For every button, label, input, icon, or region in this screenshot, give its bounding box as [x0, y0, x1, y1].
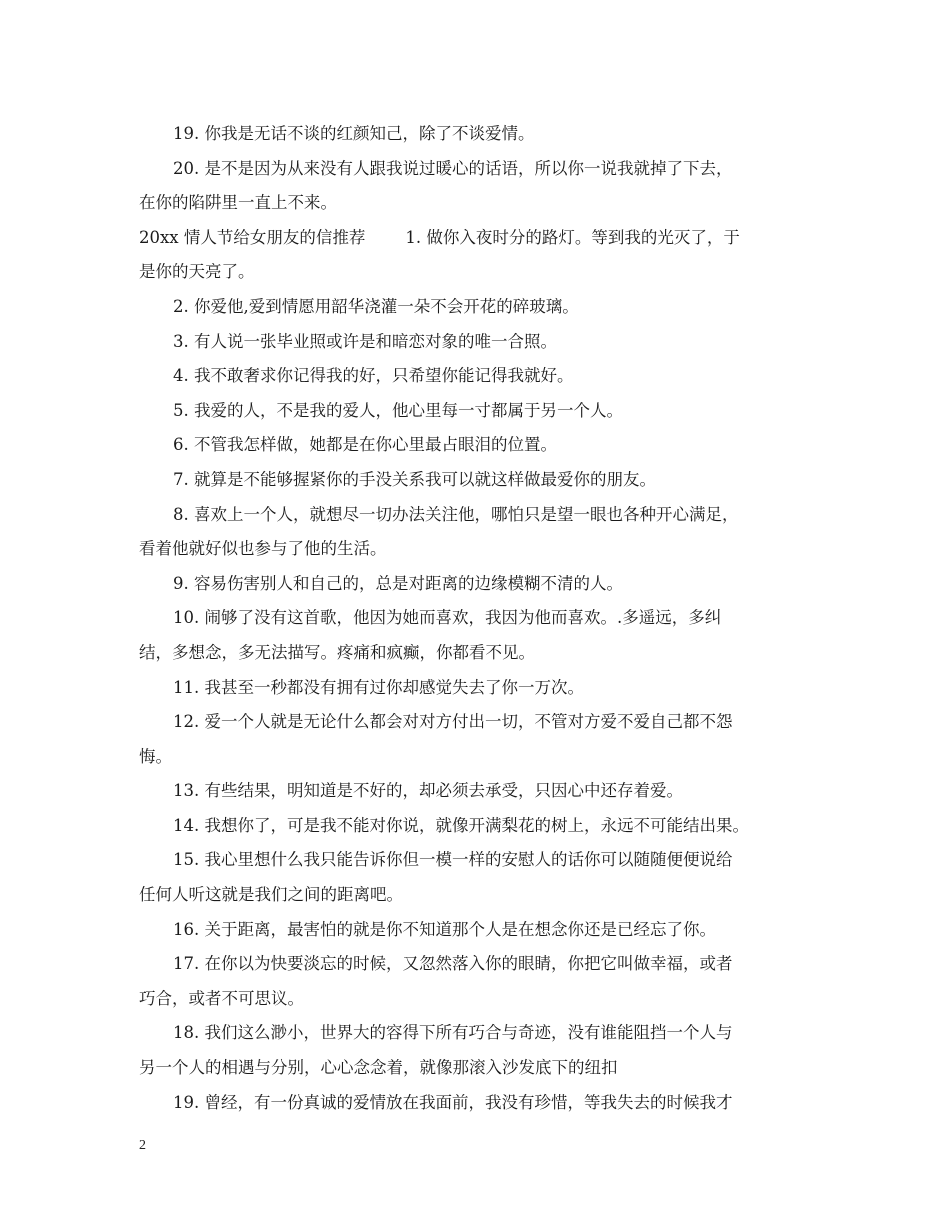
section-heading: 20xx 情人节给女朋友的信推荐 [139, 227, 366, 247]
paragraph-line: 15. 我心里想什么我只能告诉你但一模一样的安慰人的话你可以随随便便说给 [173, 850, 733, 870]
section-heading-line [139, 221, 829, 256]
paragraph-line: 1. 做你入夜时分的路灯。等到我的光灭了，于 [405, 227, 740, 247]
paragraph-continuation: 悔。 [139, 746, 172, 766]
paragraph-continuation: 看着他就好似也参与了他的生活。 [139, 539, 387, 559]
paragraph-line: 5. 我爱的人，不是我的爱人，他心里每一寸都属于另一个人。 [173, 400, 623, 420]
paragraph-line: 8. 喜欢上一个人，就想尽一切办法关注他，哪怕只是望一眼也各种开心满足， [173, 504, 739, 524]
paragraph-line: 3. 有人说一张毕业照或许是和暗恋对象的唯一合照。 [173, 331, 557, 351]
paragraph-line: 13. 有些结果，明知道是不好的，却必须去承受，只因心中还存着爱。 [173, 781, 683, 801]
paragraph-line: 7. 就算是不能够握紧你的手没关系我可以就这样做最爱你的朋友。 [173, 469, 656, 489]
paragraph-line: 12. 爱一个人就是无论什么都会对对方付出一切，不管对方爱不爱自己都不怨 [173, 712, 733, 732]
paragraph-continuation: 在你的陷阱里一直上不来。 [139, 193, 337, 213]
paragraph-continuation: 巧合，或者不可思议。 [139, 988, 304, 1008]
paragraph-line: 6. 不管我怎样做，她都是在你心里最占眼泪的位置。 [173, 435, 557, 455]
paragraph-continuation: 结，多想念，多无法描写。疼痛和疯癫，你都看不见。 [139, 642, 535, 662]
paragraph-line: 9. 容易伤害别人和自己的，总是对距离的边缘模糊不清的人。 [173, 573, 623, 593]
paragraph-line: 10. 闹够了没有这首歌，他因为她而喜欢，我因为他而喜欢。.多遥远，多纠 [173, 608, 722, 628]
paragraph-continuation: 另一个人的相遇与分别，心心念念着，就像那滚入沙发底下的纽扣 [139, 1058, 618, 1078]
paragraph-line: 20. 是不是因为从来没有人跟我说过暖心的话语，所以你一说我就掉了下去， [173, 158, 733, 178]
paragraph-line: 14. 我想你了，可是我不能对你说，就像开满梨花的树上，永远不可能结出果。 [173, 815, 749, 835]
paragraph-line: 2. 你爱他,爱到情愿用韶华浇灌一朵不会开花的碎玻璃。 [173, 296, 579, 316]
paragraph-line: 17. 在你以为快要淡忘的时候，又忽然落入你的眼睛，你把它叫做幸福，或者 [173, 954, 733, 974]
heading-gap [365, 221, 405, 256]
paragraph-line: 18. 我们这么渺小，世界大的容得下所有巧合与奇迹，没有谁能阻挡一个人与 [173, 1023, 733, 1043]
paragraph-line: 16. 关于距离，最害怕的就是你不知道那个人是在想念你还是已经忘了你。 [173, 919, 716, 939]
page-number: 2 [139, 1138, 146, 1153]
paragraph-line: 11. 我甚至一秒都没有拥有过你却感觉失去了你一万次。 [173, 677, 584, 697]
paragraph-line: 19. 曾经，有一份真诚的爱情放在我面前，我没有珍惜，等我失去的时候我才 [173, 1092, 733, 1112]
paragraph-line: 4. 我不敢奢求你记得我的好，只希望你能记得我就好。 [173, 366, 574, 386]
paragraph-line: 19. 你我是无话不谈的红颜知己，除了不谈爱情。 [173, 124, 535, 143]
page-body [139, 117, 829, 1120]
paragraph-continuation: 任何人听这就是我们之间的距离吧。 [139, 885, 403, 905]
paragraph-continuation: 是你的天亮了。 [139, 262, 255, 282]
